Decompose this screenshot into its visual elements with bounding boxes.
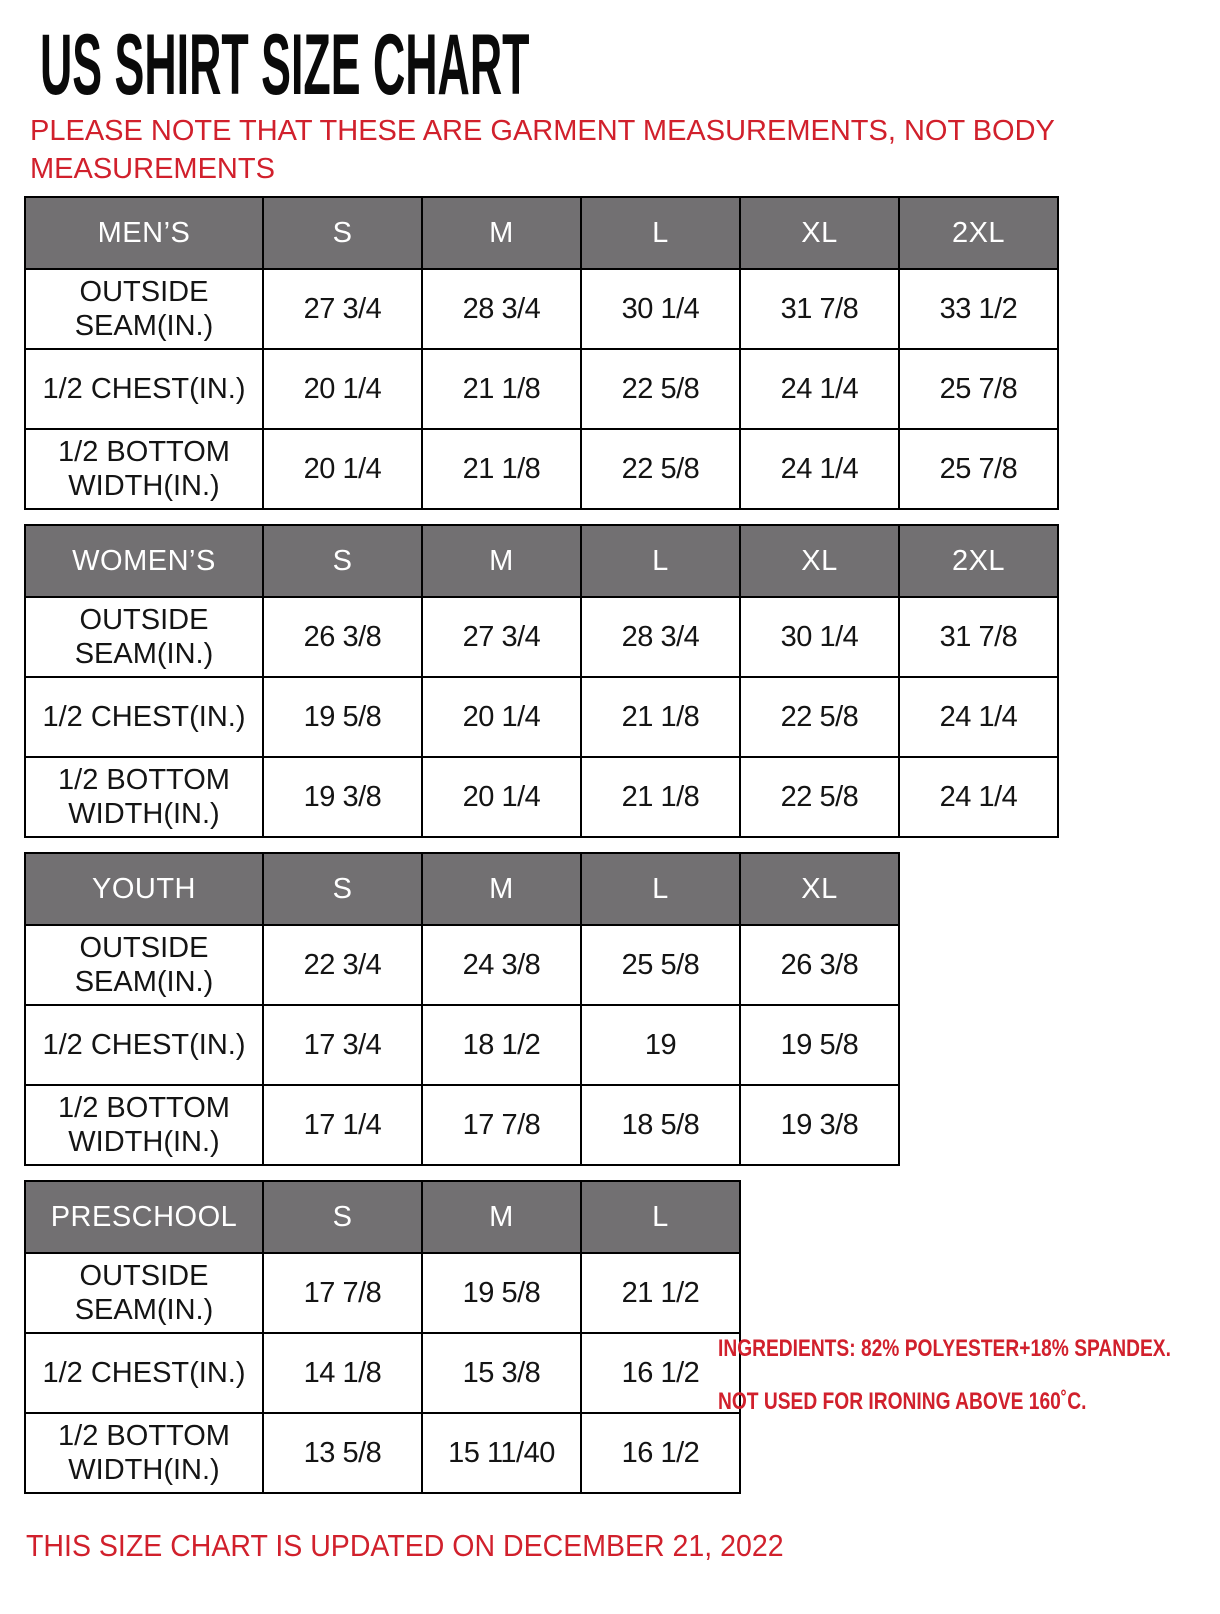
measurement-value: 26 3/8: [740, 925, 899, 1005]
measurement-value: 19 5/8: [263, 677, 422, 757]
size-header-row: [25, 1181, 740, 1253]
update-date-note: THIS SIZE CHART IS UPDATED ON DECEMBER 21, 2022: [26, 1528, 784, 1564]
size-table: [24, 196, 1059, 510]
measurement-value: 33 1/2: [899, 269, 1058, 349]
measurement-value: 24 3/8: [422, 925, 581, 1005]
measurement-label: OUTSIDE SEAM(IN.): [25, 1253, 263, 1333]
size-header: XL: [740, 197, 899, 269]
size-header: S: [263, 525, 422, 597]
measurement-value: 14 1/8: [263, 1333, 422, 1413]
ingredients-line: INGREDIENTS: 82% POLYESTER+18% SPANDEX.: [718, 1335, 1171, 1362]
measurement-label: 1/2 BOTTOM WIDTH(IN.): [25, 1085, 263, 1165]
group-header: MEN’S: [25, 197, 263, 269]
page-title: US SHIRT SIZE CHART: [40, 17, 530, 113]
measurement-row: [25, 757, 1058, 837]
measurement-value: 21 1/2: [581, 1253, 740, 1333]
size-header-row: [25, 525, 1058, 597]
measurement-row: [25, 429, 1058, 509]
measurement-row: [25, 1253, 740, 1333]
size-header: 2XL: [899, 525, 1058, 597]
measurement-value: 19 3/8: [263, 757, 422, 837]
size-table: [24, 1180, 741, 1494]
measurement-value: 27 3/4: [422, 597, 581, 677]
measurement-label: 1/2 BOTTOM WIDTH(IN.): [25, 1413, 263, 1493]
measurement-row: [25, 597, 1058, 677]
size-header: M: [422, 853, 581, 925]
measurement-value: 28 3/4: [422, 269, 581, 349]
note-line: PLEASE NOTE THAT THESE ARE GARMENT MEASUREMENTS, NOT BODY: [30, 115, 1055, 148]
garment-measurement-note: [30, 112, 1220, 188]
size-header: L: [581, 1181, 740, 1253]
measurement-label: 1/2 CHEST(IN.): [25, 1333, 263, 1413]
measurement-row: [25, 1413, 740, 1493]
size-header: XL: [740, 853, 899, 925]
measurement-value: 25 5/8: [581, 925, 740, 1005]
measurement-value: 26 3/8: [263, 597, 422, 677]
measurement-value: 15 11/40: [422, 1413, 581, 1493]
measurement-value: 17 7/8: [263, 1253, 422, 1333]
measurement-value: 20 1/4: [263, 349, 422, 429]
measurement-value: 19 3/8: [740, 1085, 899, 1165]
measurement-row: [25, 349, 1058, 429]
measurement-value: 25 7/8: [899, 429, 1058, 509]
group-header: PRESCHOOL: [25, 1181, 263, 1253]
size-header: L: [581, 197, 740, 269]
measurement-value: 19 5/8: [422, 1253, 581, 1333]
size-header: L: [581, 525, 740, 597]
ingredients-note: [718, 1322, 1220, 1428]
group-header: YOUTH: [25, 853, 263, 925]
size-header: S: [263, 197, 422, 269]
measurement-value: 27 3/4: [263, 269, 422, 349]
measurement-value: 22 5/8: [581, 429, 740, 509]
measurement-value: 30 1/4: [581, 269, 740, 349]
measurement-value: 17 7/8: [422, 1085, 581, 1165]
measurement-value: 22 3/4: [263, 925, 422, 1005]
measurement-value: 25 7/8: [899, 349, 1058, 429]
measurement-row: [25, 269, 1058, 349]
measurement-value: 22 5/8: [740, 677, 899, 757]
size-header: S: [263, 1181, 422, 1253]
measurement-value: 28 3/4: [581, 597, 740, 677]
measurement-value: 31 7/8: [899, 597, 1058, 677]
measurement-value: 24 1/4: [740, 429, 899, 509]
measurement-value: 15 3/8: [422, 1333, 581, 1413]
size-table: [24, 524, 1059, 838]
measurement-row: [25, 925, 899, 1005]
measurement-value: 19: [581, 1005, 740, 1085]
measurement-row: [25, 677, 1058, 757]
measurement-value: 17 3/4: [263, 1005, 422, 1085]
measurement-value: 22 5/8: [740, 757, 899, 837]
measurement-value: 17 1/4: [263, 1085, 422, 1165]
measurement-value: 18 5/8: [581, 1085, 740, 1165]
size-header: M: [422, 1181, 581, 1253]
size-header: 2XL: [899, 197, 1058, 269]
measurement-value: 24 1/4: [899, 757, 1058, 837]
size-header: XL: [740, 525, 899, 597]
measurement-value: 20 1/4: [422, 677, 581, 757]
measurement-value: 21 1/8: [422, 349, 581, 429]
measurement-value: 18 1/2: [422, 1005, 581, 1085]
size-header: L: [581, 853, 740, 925]
group-header: WOMEN’S: [25, 525, 263, 597]
measurement-value: 22 5/8: [581, 349, 740, 429]
size-header: M: [422, 197, 581, 269]
measurement-value: 21 1/8: [422, 429, 581, 509]
measurement-label: 1/2 BOTTOM WIDTH(IN.): [25, 429, 263, 509]
measurement-value: 24 1/4: [740, 349, 899, 429]
measurement-label: 1/2 BOTTOM WIDTH(IN.): [25, 757, 263, 837]
measurement-label: OUTSIDE SEAM(IN.): [25, 925, 263, 1005]
measurement-value: 16 1/2: [581, 1333, 740, 1413]
measurement-value: 19 5/8: [740, 1005, 899, 1085]
size-header-row: [25, 197, 1058, 269]
size-header: S: [263, 853, 422, 925]
measurement-row: [25, 1333, 740, 1413]
measurement-value: 31 7/8: [740, 269, 899, 349]
measurement-value: 24 1/4: [899, 677, 1058, 757]
measurement-label: OUTSIDE SEAM(IN.): [25, 597, 263, 677]
measurement-row: [25, 1005, 899, 1085]
size-header-row: [25, 853, 899, 925]
note-line: MEASUREMENTS: [30, 153, 275, 186]
measurement-value: 20 1/4: [422, 757, 581, 837]
measurement-label: 1/2 CHEST(IN.): [25, 349, 263, 429]
size-header: M: [422, 525, 581, 597]
measurement-value: 20 1/4: [263, 429, 422, 509]
size-table: [24, 852, 900, 1166]
measurement-label: 1/2 CHEST(IN.): [25, 1005, 263, 1085]
measurement-value: 21 1/8: [581, 757, 740, 837]
measurement-value: 13 5/8: [263, 1413, 422, 1493]
measurement-label: 1/2 CHEST(IN.): [25, 677, 263, 757]
measurement-value: 30 1/4: [740, 597, 899, 677]
size-tables-area: [24, 196, 1220, 1494]
ingredients-line: NOT USED FOR IRONING ABOVE 160˚C.: [718, 1388, 1087, 1415]
measurement-value: 16 1/2: [581, 1413, 740, 1493]
measurement-value: 21 1/8: [581, 677, 740, 757]
measurement-row: [25, 1085, 899, 1165]
measurement-label: OUTSIDE SEAM(IN.): [25, 269, 263, 349]
